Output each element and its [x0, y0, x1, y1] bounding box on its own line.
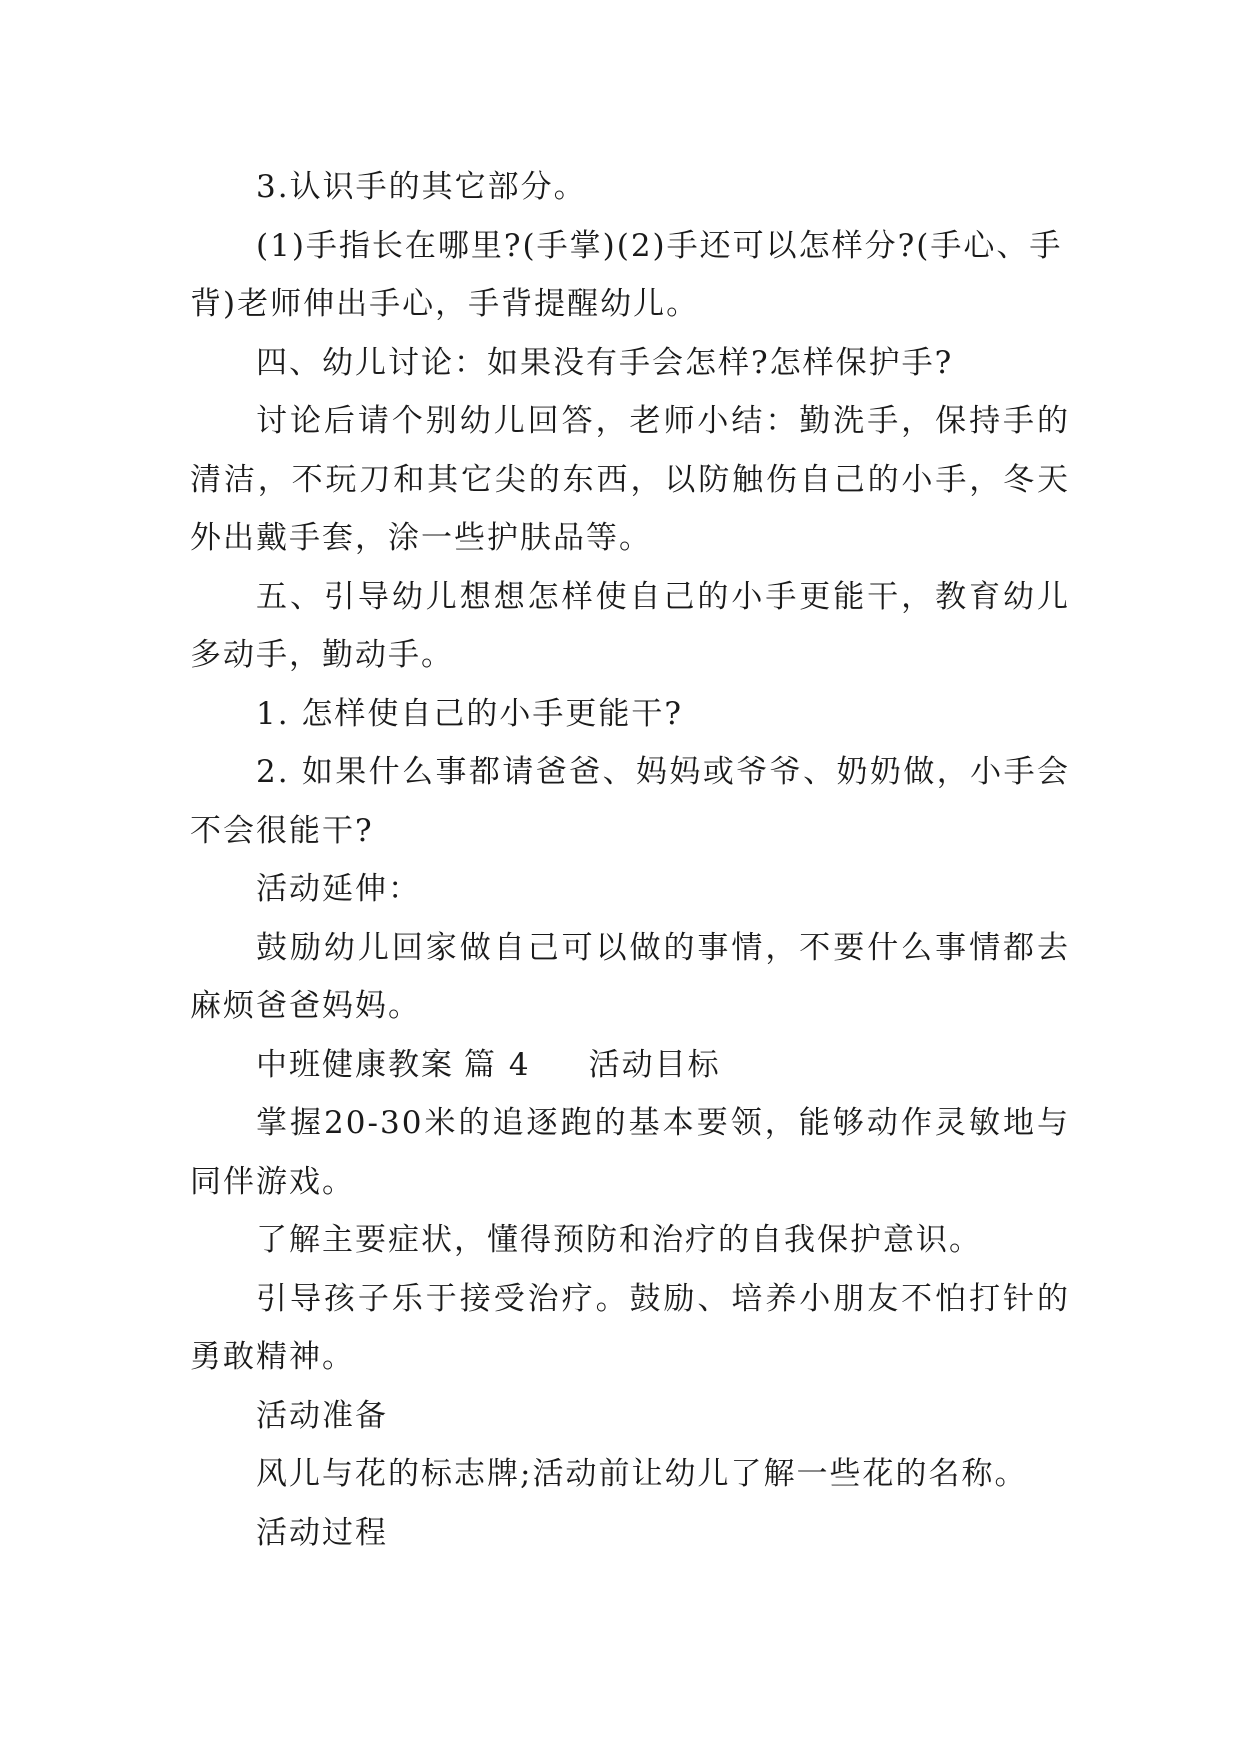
paragraph: 了解主要症状，懂得预防和治疗的自我保护意识。 [256, 1222, 982, 1258]
section-title: 中班健康教案 [256, 1046, 454, 1083]
section-heading [190, 1036, 1070, 1095]
paragraph: 活动准备 [256, 1397, 388, 1434]
paragraph: 讨论后请个别幼儿回答，老师小结：勤洗手，保持手的清洁，不玩刀和其它尖的东西，以防触伤自己的小手，冬天外出戴手套，涂一些护肤品等。 [190, 403, 1070, 556]
section-number: 篇 4 [464, 1046, 531, 1083]
paragraph: 四、幼儿讨论：如果没有手会怎样?怎样保护手? [256, 344, 954, 381]
list-item: 2. 如果什么事都请爸爸、妈妈或爷爷、奶奶做，小手会不会很能干? [190, 754, 1070, 849]
paragraph: 鼓励幼儿回家做自己可以做的事情，不要什么事情都去麻烦爸爸妈妈。 [190, 929, 1070, 1024]
paragraph: 3.认识手的其它部分。 [256, 169, 587, 205]
paragraph: 引导孩子乐于接受治疗。鼓励、培养小朋友不怕打针的勇敢精神。 [190, 1280, 1070, 1375]
paragraph: 五、引导幼儿想想怎样使自己的小手更能干，教育幼儿多动手，勤动手。 [190, 578, 1070, 673]
paragraph: (1)手指长在哪里?(手掌)(2)手还可以怎样分?(手心、手背)老师伸出手心，手背提醒幼儿。 [190, 227, 1063, 322]
paragraph: 活动延伸： [256, 871, 421, 907]
paragraph: 风儿与花的标志牌;活动前让幼儿了解一些花的名称。 [256, 1456, 1028, 1492]
section-subtitle: 活动目标 [588, 1046, 721, 1083]
list-item: 1. 怎样使自己的小手更能干? [256, 695, 684, 732]
paragraph: 掌握20-30米的追逐跑的基本要领，能够动作灵敏地与同伴游戏。 [190, 1105, 1070, 1200]
document-body [190, 158, 1070, 1562]
paragraph: 活动过程 [256, 1514, 388, 1551]
